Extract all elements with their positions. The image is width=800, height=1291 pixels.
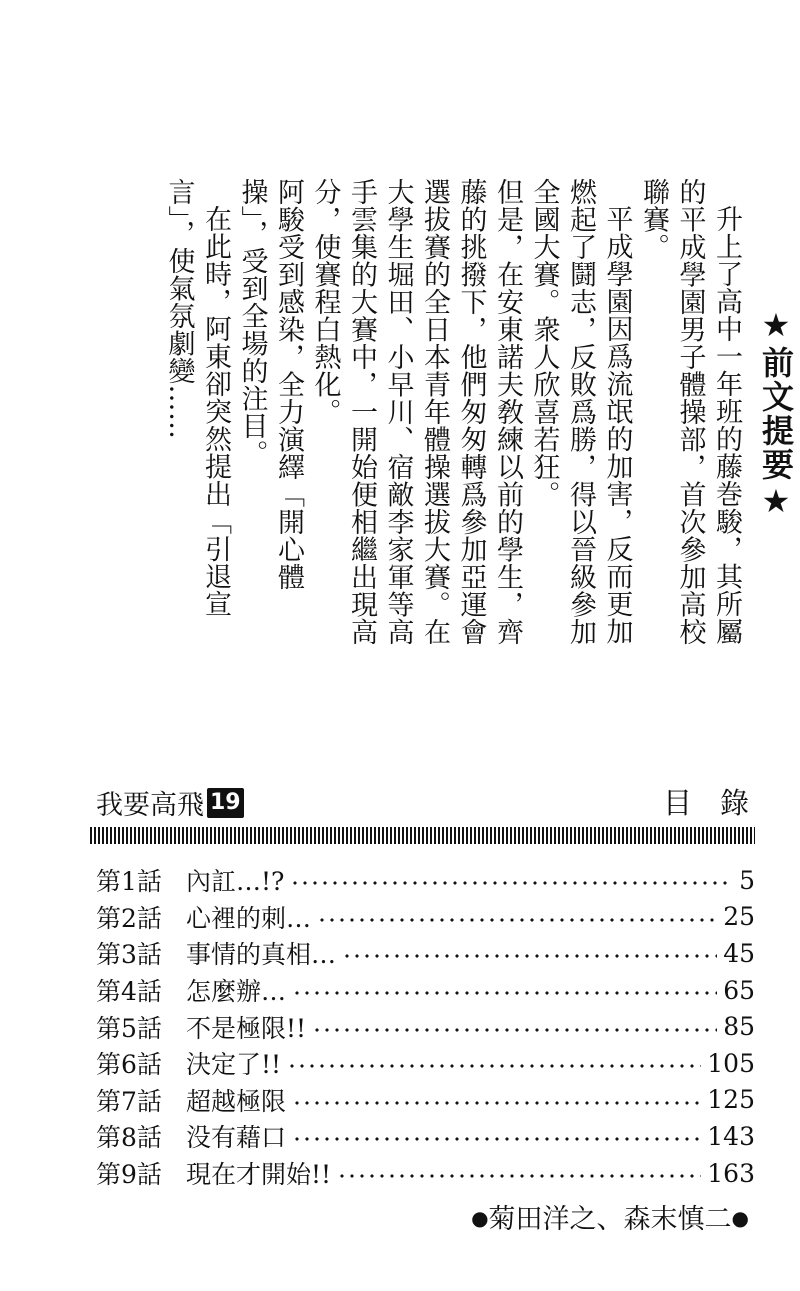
author-credit-text: 菊田洋之、森末慎二: [488, 1204, 732, 1236]
toc-row: [90, 899, 755, 936]
toc-row: [90, 972, 755, 1009]
episode-number: 第3話: [96, 940, 162, 970]
episode-page: 105: [707, 1048, 755, 1078]
episode-number: 第5話: [96, 1013, 162, 1043]
dot-leader: [290, 880, 729, 886]
toc-row: [90, 862, 755, 899]
episode-number: 第9話: [96, 1160, 162, 1190]
episode-page: 5: [739, 865, 755, 895]
table-of-contents: [90, 775, 777, 1236]
toc-row: [90, 1118, 755, 1155]
dot-leader: [287, 1063, 701, 1069]
episode-page: 45: [723, 938, 755, 968]
dot-leader: [342, 953, 717, 959]
episode-page: 25: [723, 902, 755, 932]
book-title: [96, 783, 244, 822]
episode-title: 没有藉口: [186, 1123, 287, 1153]
toc-row: [90, 1082, 755, 1119]
toc-row: [90, 1008, 755, 1045]
dot-leader: [312, 1027, 717, 1033]
synopsis-section: [163, 178, 795, 646]
toc-row: [90, 1045, 755, 1082]
episode-title: 怎麼辦…: [186, 977, 287, 1007]
synopsis-paragraph: 阿駿受到感染，全力演繹「開心體操」，受到全場的注目。: [236, 178, 304, 591]
book-title-text: 我要高飛: [96, 790, 204, 821]
episode-number: 第8話: [96, 1123, 162, 1153]
episode-page: 143: [707, 1121, 755, 1151]
bullet-icon: ●: [471, 1206, 489, 1231]
episode-title: 超越極限: [186, 1086, 287, 1116]
toc-row: [90, 935, 755, 972]
episode-title: 現在才開始!!: [186, 1160, 332, 1190]
dot-leader: [317, 917, 717, 923]
episode-title: 心裡的刺…: [186, 903, 312, 933]
synopsis-heading: ★前文提要★: [757, 306, 795, 522]
episode-title: 決定了!!: [186, 1050, 282, 1080]
author-credit: [90, 1197, 755, 1236]
synopsis-paragraph: 升上了高中一年班的藤巻駿，其所屬的平成學園男子體操部，首次參加高校聯賽。: [638, 178, 742, 646]
dot-leader: [292, 1136, 701, 1142]
episode-title: 內訌…!?: [186, 867, 285, 897]
episode-page: 65: [723, 975, 755, 1005]
episode-page: 125: [707, 1085, 755, 1115]
barcode-rule: [90, 827, 755, 844]
bullet-icon: ●: [731, 1206, 749, 1231]
episode-title: 不是極限!!: [186, 1013, 307, 1043]
dot-leader: [292, 1100, 701, 1106]
episode-number: 第4話: [96, 977, 162, 1007]
synopsis-paragraph: 平成學園因爲流氓的加害，反而更加燃起了鬪志，反敗爲勝，得以晉級參加全國大賽。衆人欣喜若狂。: [528, 178, 633, 646]
episode-page: 85: [723, 1012, 755, 1042]
episode-number: 第6話: [96, 1050, 162, 1080]
episode-page: 163: [707, 1158, 755, 1188]
volume-badge: 19: [207, 788, 244, 818]
synopsis-text: [160, 178, 744, 648]
toc-header: [90, 775, 777, 823]
synopsis-paragraph: 在此時，阿東卻突然提出「引退宣言」，使氣氛劇變……: [163, 178, 231, 618]
synopsis-heading-box: [757, 178, 795, 638]
synopsis-paragraph: 但是，在安東諾夫敎練以前的學生，齊藤的挑撥下，他們匆匆轉爲參加亞運會選拔賽的全日本青年體操選拔大賽。在大學生堀田、小早川、宿敵李家軍等高手雲集的大賽中，一開始便相繼出現高分，使賽程白熱化。: [309, 178, 523, 646]
episode-number: 第1話: [96, 867, 162, 897]
episode-number: 第7話: [96, 1086, 162, 1116]
episode-number: 第2話: [96, 903, 162, 933]
toc-label: 目錄: [662, 786, 777, 820]
episode-title: 事情的真相…: [186, 940, 337, 970]
toc-row: [90, 1155, 755, 1192]
dot-leader: [292, 990, 717, 996]
dot-leader: [337, 1173, 701, 1179]
